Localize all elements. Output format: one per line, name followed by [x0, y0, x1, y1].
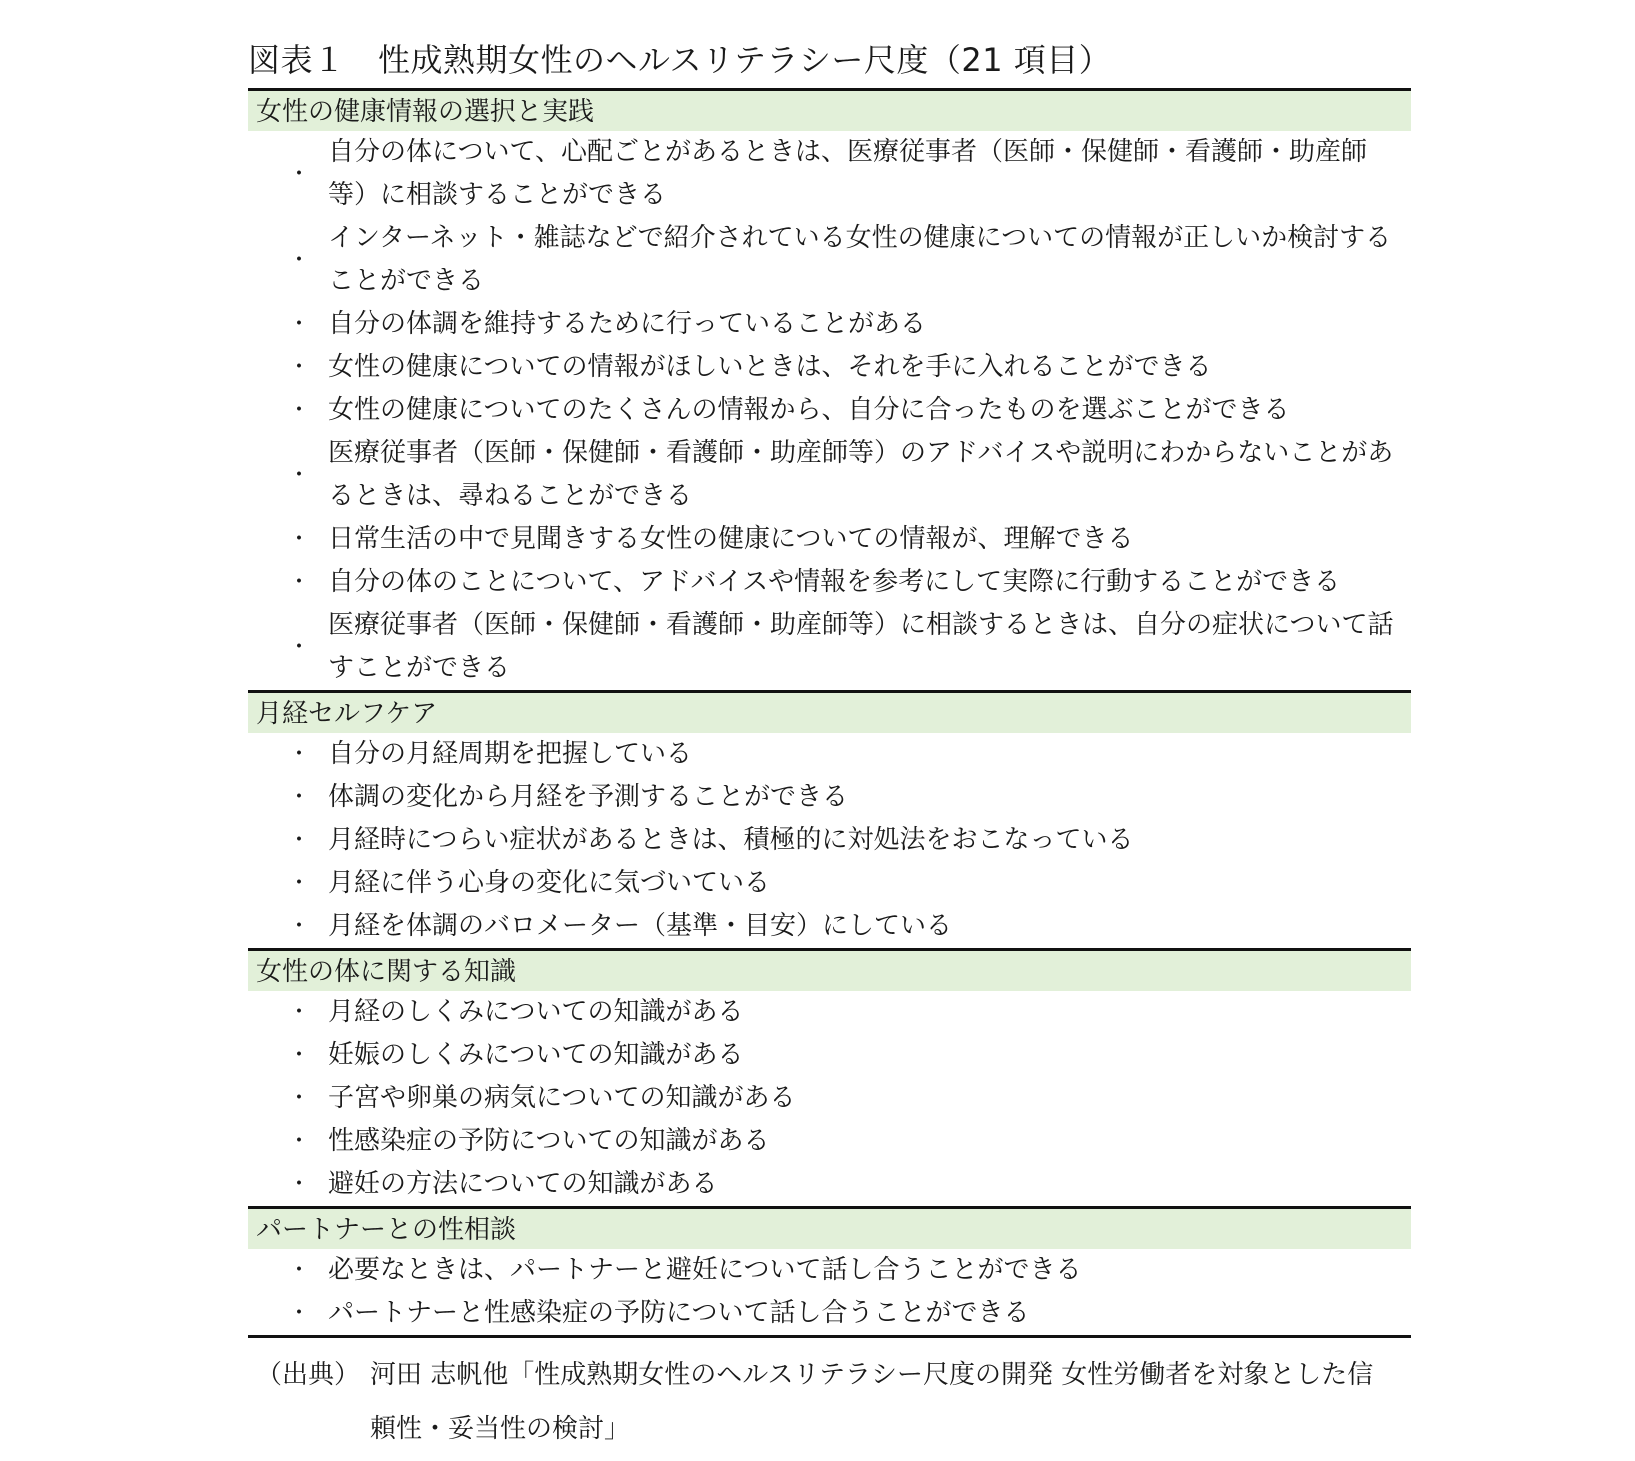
item-text: 子宮や卵巣の病気についての知識がある: [328, 1083, 796, 1113]
source-label: （出典）: [256, 1360, 361, 1390]
item-text: 日常生活の中で見聞きする女性の健康についての情報が、理解できる: [328, 524, 1134, 554]
list-item: [248, 1077, 1411, 1120]
bullet: ・: [287, 914, 310, 939]
bullet: ・: [287, 355, 310, 380]
scale-table: [248, 88, 1411, 1338]
section-header: 女性の健康情報の選択と実践: [248, 88, 1411, 131]
item-text: 自分の体調を維持するために行っていることがある: [328, 309, 927, 339]
bullet: ・: [287, 742, 310, 767]
item-text: 自分の体について、心配ごとがあるときは、医療従事者（医師・保健師・看護師・助産師等）に相談することができる: [328, 137, 1367, 210]
item-list: [248, 1249, 1411, 1335]
list-item: [248, 518, 1411, 561]
list-item: [248, 905, 1411, 948]
section-header: パートナーとの性相談: [248, 1206, 1411, 1249]
section-body-knowledge: [248, 948, 1411, 1206]
item-text: 月経のしくみについての知識がある: [328, 997, 744, 1027]
item-text: 妊娠のしくみについての知識がある: [328, 1040, 744, 1070]
item-text: 必要なときは、パートナーと避妊について話し合うことができる: [328, 1255, 1082, 1285]
bullet: ・: [287, 634, 310, 660]
item-text: 月経時につらい症状があるときは、積極的に対処法をおこなっている: [328, 825, 1134, 855]
list-item: [248, 604, 1411, 690]
source-note: [248, 1348, 1411, 1456]
list-item: [248, 1120, 1411, 1163]
list-item: [248, 217, 1411, 303]
item-text: 避妊の方法についての知識がある: [328, 1169, 718, 1199]
bullet: ・: [287, 398, 310, 423]
item-text: 女性の健康についての情報がほしいときは、それを手に入れることができる: [328, 352, 1212, 382]
item-text: 体調の変化から月経を予測することができる: [328, 782, 849, 812]
item-list: [248, 131, 1411, 690]
table-bottom-rule: [248, 1335, 1411, 1338]
bullet: ・: [287, 785, 310, 810]
list-item: [248, 819, 1411, 862]
figure: [248, 36, 1411, 1456]
list-item: [248, 776, 1411, 819]
item-text: 性感染症の予防についての知識がある: [328, 1126, 770, 1156]
bullet: ・: [287, 161, 310, 187]
item-text: 自分の体のことについて、アドバイスや情報を参考にして実際に行動することができる: [328, 567, 1341, 597]
list-item: [248, 561, 1411, 604]
bullet: ・: [287, 1301, 310, 1326]
item-text: インターネット・雑誌などで紹介されている女性の健康についての情報が正しいか検討することができる: [328, 223, 1392, 296]
item-text: 自分の月経周期を把握している: [328, 739, 693, 769]
item-text: パートナーと性感染症の予防について話し合うことができる: [328, 1298, 1030, 1328]
item-text: 月経に伴う心身の変化に気づいている: [328, 868, 771, 898]
section-header: 女性の体に関する知識: [248, 948, 1411, 991]
section-header: 月経セルフケア: [248, 690, 1411, 733]
list-item: [248, 303, 1411, 346]
source-text: 河田 志帆他「性成熟期女性のヘルスリテラシー尺度の開発 女性労働者を対象とした信頼性・妥当性の検討」: [370, 1360, 1374, 1444]
list-item: [248, 389, 1411, 432]
bullet: ・: [287, 1172, 310, 1197]
figure-title: 図表１ 性成熟期女性のヘルスリテラシー尺度（21 項目）: [248, 41, 1112, 79]
list-item: [248, 733, 1411, 776]
list-item: [248, 346, 1411, 389]
section-health-info: [248, 88, 1411, 690]
item-list: [248, 991, 1411, 1206]
item-text: 医療従事者（医師・保健師・看護師・助産師等）に相談するときは、自分の症状について話すことができる: [328, 610, 1394, 683]
list-item: [248, 1163, 1411, 1206]
bullet: ・: [287, 828, 310, 853]
bullet: ・: [287, 527, 310, 552]
bullet: ・: [287, 570, 310, 595]
bullet: ・: [287, 247, 310, 273]
bullet: ・: [287, 1129, 310, 1154]
list-item: [248, 862, 1411, 905]
bullet: ・: [287, 462, 310, 488]
bullet: ・: [287, 1258, 310, 1283]
item-text: 医療従事者（医師・保健師・看護師・助産師等）のアドバイスや説明にわからないことがあるときは、尋ねることができる: [328, 438, 1394, 511]
bullet: ・: [287, 312, 310, 337]
list-item: [248, 991, 1411, 1034]
bullet: ・: [287, 1000, 310, 1025]
bullet: ・: [287, 871, 310, 896]
item-list: [248, 733, 1411, 948]
list-item: [248, 1292, 1411, 1335]
section-partner-consultation: [248, 1206, 1411, 1335]
item-text: 月経を体調のバロメーター（基準・目安）にしている: [328, 911, 953, 941]
list-item: [248, 1249, 1411, 1292]
bullet: ・: [287, 1043, 310, 1068]
list-item: [248, 131, 1411, 217]
list-item: [248, 432, 1411, 518]
bullet: ・: [287, 1086, 310, 1111]
section-menstrual-selfcare: [248, 690, 1411, 948]
list-item: [248, 1034, 1411, 1077]
item-text: 女性の健康についてのたくさんの情報から、自分に合ったものを選ぶことができる: [328, 395, 1290, 425]
